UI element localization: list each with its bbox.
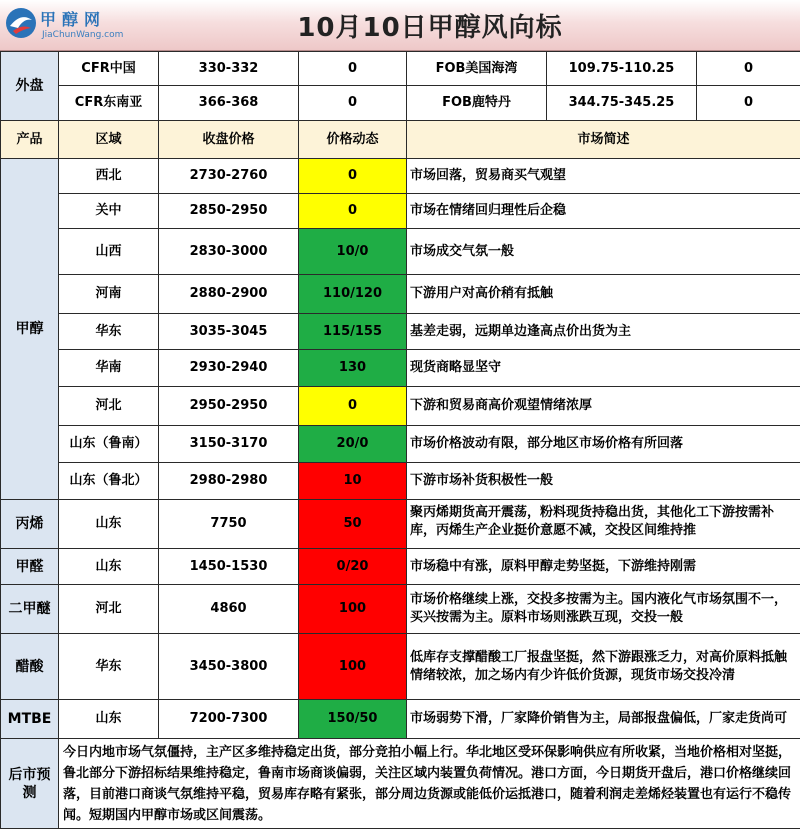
region-cell: 山东 bbox=[59, 549, 159, 585]
column-header-region: 区域 bbox=[59, 121, 159, 159]
methanol-row bbox=[1, 275, 800, 314]
external-change: 0 bbox=[697, 86, 800, 121]
region-cell: 山东（鲁北） bbox=[59, 463, 159, 500]
region-cell: 华东 bbox=[59, 314, 159, 350]
price-table bbox=[0, 51, 800, 829]
summary-cell: 下游市场补货积极性一般 bbox=[407, 463, 800, 500]
product-acetic-acid: 醋酸 bbox=[1, 634, 59, 700]
summary-cell: 市场在情绪回归理性后企稳 bbox=[407, 194, 800, 229]
summary-cell: 基差走弱，远期单边逢高点价出货为主 bbox=[407, 314, 800, 350]
page-title: 10月10日甲醇风向标 bbox=[297, 13, 563, 43]
methanol-row bbox=[1, 159, 800, 194]
methanol-row bbox=[1, 229, 800, 275]
product-propylene: 丙烯 bbox=[1, 500, 59, 549]
external-change: 0 bbox=[299, 52, 407, 86]
change-cell: 150/50 bbox=[299, 700, 407, 739]
external-name: FOB鹿特丹 bbox=[407, 86, 547, 121]
column-header-product: 产品 bbox=[1, 121, 59, 159]
price-cell: 7750 bbox=[159, 500, 299, 549]
summary-cell: 现货商略显坚守 bbox=[407, 350, 800, 387]
summary-cell: 市场价格波动有限，部分地区市场价格有所回落 bbox=[407, 426, 800, 463]
product-dme: 二甲醚 bbox=[1, 585, 59, 634]
change-cell: 115/155 bbox=[299, 314, 407, 350]
region-cell: 山东 bbox=[59, 700, 159, 739]
methanol-row bbox=[1, 194, 800, 229]
change-cell: 10 bbox=[299, 463, 407, 500]
change-cell: 0 bbox=[299, 159, 407, 194]
external-row bbox=[1, 52, 800, 86]
price-cell: 2950-2950 bbox=[159, 387, 299, 426]
region-cell: 河北 bbox=[59, 585, 159, 634]
change-cell: 50 bbox=[299, 500, 407, 549]
change-cell: 100 bbox=[299, 585, 407, 634]
product-row bbox=[1, 585, 800, 634]
price-cell: 2850-2950 bbox=[159, 194, 299, 229]
region-cell: 华南 bbox=[59, 350, 159, 387]
region-cell: 山东（鲁南） bbox=[59, 426, 159, 463]
summary-cell: 市场弱势下滑，厂家降价销售为主，局部报盘偏低，厂家走货尚可 bbox=[407, 700, 800, 739]
change-cell: 0 bbox=[299, 387, 407, 426]
product-row bbox=[1, 634, 800, 700]
product-row bbox=[1, 500, 800, 549]
methanol-row bbox=[1, 463, 800, 500]
region-cell: 山东 bbox=[59, 500, 159, 549]
price-cell: 2930-2940 bbox=[159, 350, 299, 387]
region-cell: 山西 bbox=[59, 229, 159, 275]
region-cell: 华东 bbox=[59, 634, 159, 700]
change-cell: 20/0 bbox=[299, 426, 407, 463]
price-cell: 2880-2900 bbox=[159, 275, 299, 314]
product-methanol: 甲醇 bbox=[1, 159, 59, 500]
summary-text: 聚丙烯期货高开震荡，粉料现货持稳出货，其他化工下游按需补库，丙烯生产企业挺价意愿不减，交投区间维持推 bbox=[410, 505, 775, 538]
change-cell: 100 bbox=[299, 634, 407, 700]
price-cell: 2980-2980 bbox=[159, 463, 299, 500]
external-name: FOB美国海湾 bbox=[407, 52, 547, 86]
column-header-change: 价格动态 bbox=[299, 121, 407, 159]
product-row bbox=[1, 700, 800, 739]
logo-url: JiaChunWang.com bbox=[42, 30, 124, 40]
methanol-row bbox=[1, 387, 800, 426]
price-cell: 2730-2760 bbox=[159, 159, 299, 194]
external-price: 366-368 bbox=[159, 86, 299, 121]
external-change: 0 bbox=[697, 52, 800, 86]
product-formaldehyde: 甲醛 bbox=[1, 549, 59, 585]
methanol-row bbox=[1, 350, 800, 387]
change-cell: 0/20 bbox=[299, 549, 407, 585]
product-mtbe: MTBE bbox=[1, 700, 59, 739]
methanol-row bbox=[1, 426, 800, 463]
summary-cell: 低库存支撑醋酸工厂报盘坚挺，然下游跟涨乏力，对高价原料抵触情绪较浓，加之场内有少许低价货源，现货市场交投冷清 bbox=[407, 634, 800, 700]
region-cell: 河南 bbox=[59, 275, 159, 314]
external-price: 330-332 bbox=[159, 52, 299, 86]
forecast-row bbox=[1, 739, 800, 829]
price-cell: 2830-3000 bbox=[159, 229, 299, 275]
external-change: 0 bbox=[299, 86, 407, 121]
change-cell: 130 bbox=[299, 350, 407, 387]
forecast-label: 后市预测 bbox=[1, 739, 59, 829]
column-header-summary: 市场简述 bbox=[407, 121, 800, 159]
external-label: 外盘 bbox=[1, 52, 59, 121]
product-row bbox=[1, 549, 800, 585]
external-row bbox=[1, 86, 800, 121]
region-cell: 关中 bbox=[59, 194, 159, 229]
summary-cell bbox=[407, 500, 800, 549]
price-cell: 7200-7300 bbox=[159, 700, 299, 739]
column-header-price: 收盘价格 bbox=[159, 121, 299, 159]
summary-cell: 市场成交气氛一般 bbox=[407, 229, 800, 275]
summary-cell: 市场价格继续上涨，交投多按需为主。国内液化气市场氛围不一，买兴按需为主。原料市场则涨跌互现，交投一般 bbox=[407, 585, 800, 634]
price-cell: 3450-3800 bbox=[159, 634, 299, 700]
external-price: 109.75-110.25 bbox=[547, 52, 697, 86]
logo-text: 甲醇网 bbox=[40, 10, 107, 29]
price-cell: 1450-1530 bbox=[159, 549, 299, 585]
change-cell: 110/120 bbox=[299, 275, 407, 314]
change-cell: 10/0 bbox=[299, 229, 407, 275]
summary-cell: 市场稳中有涨，原料甲醇走势坚挺，下游维持刚需 bbox=[407, 549, 800, 585]
price-cell: 3150-3170 bbox=[159, 426, 299, 463]
region-cell: 西北 bbox=[59, 159, 159, 194]
change-cell: 0 bbox=[299, 194, 407, 229]
price-cell: 4860 bbox=[159, 585, 299, 634]
methanol-row bbox=[1, 314, 800, 350]
header-banner bbox=[0, 0, 800, 51]
external-name: CFR中国 bbox=[59, 52, 159, 86]
external-name: CFR东南亚 bbox=[59, 86, 159, 121]
region-cell: 河北 bbox=[59, 387, 159, 426]
summary-cell: 下游用户对高价稍有抵触 bbox=[407, 275, 800, 314]
external-price: 344.75-345.25 bbox=[547, 86, 697, 121]
forecast-text: 今日内地市场气氛僵持，主产区多维持稳定出货，部分竞拍小幅上行。华北地区受环保影响供应有所收紧，当地价格相对坚挺，鲁北部分下游招标结果维持稳定，鲁南市场商谈偏弱，关注区域内装置负荷情况。港口方面，今日期货开盘后，港口价格继续回落，目前港口商谈气氛维持平稳，贸易库存略有紧张，部分周边货源或能低价运抵港口，随着利润走差烯烃装置也有运行不稳传闻。短期国内甲醇市场或区间震荡。 bbox=[59, 739, 800, 829]
summary-cell: 下游和贸易商高价观望情绪浓厚 bbox=[407, 387, 800, 426]
column-header-row bbox=[1, 121, 800, 159]
summary-cell: 市场回落，贸易商买气观望 bbox=[407, 159, 800, 194]
price-cell: 3035-3045 bbox=[159, 314, 299, 350]
